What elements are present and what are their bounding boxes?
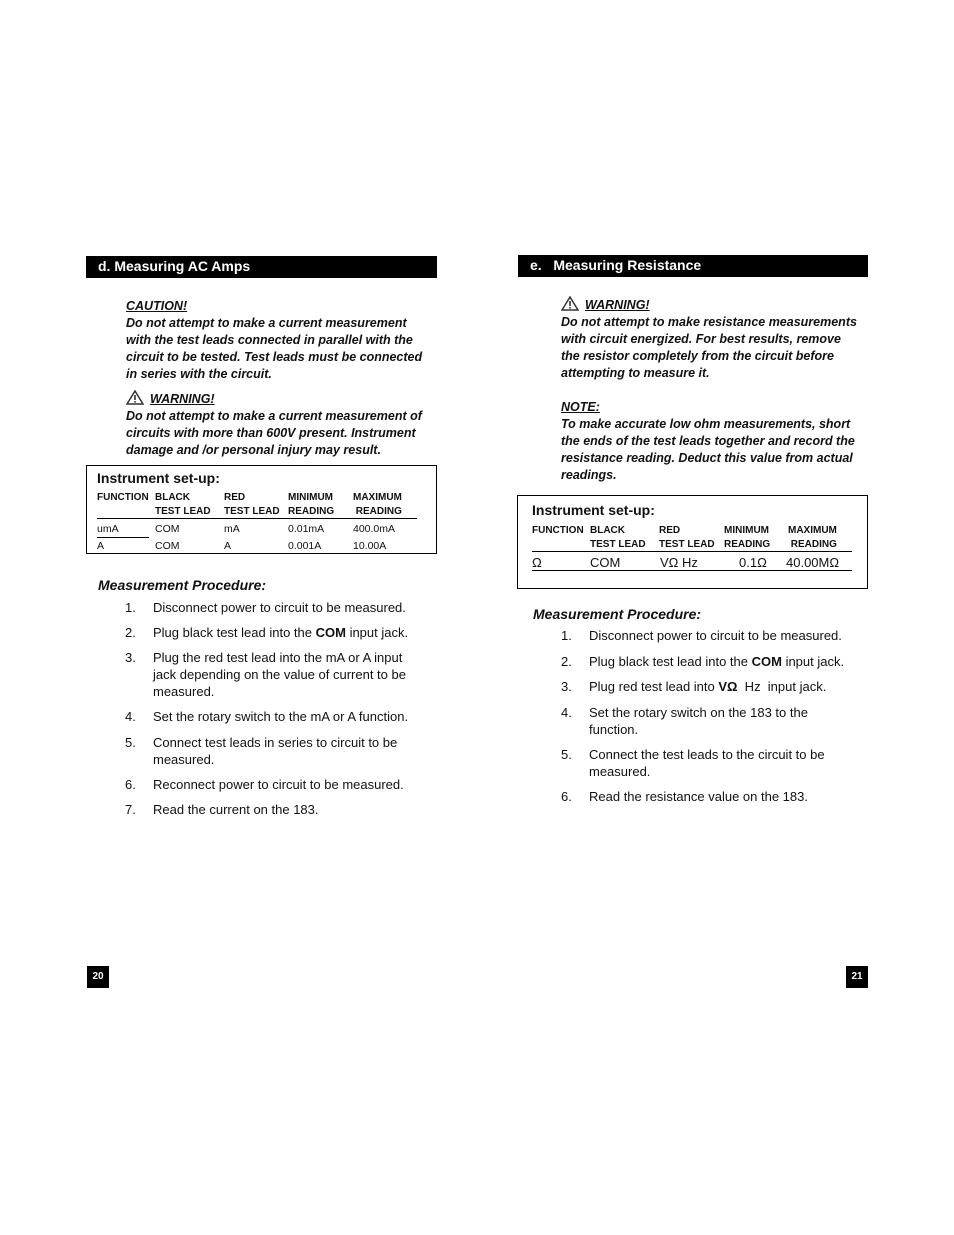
col-header-red: RED TEST LEAD <box>224 492 280 517</box>
warning-line: attempting to measure it. <box>561 366 710 380</box>
col-header-black: BLACK TEST LEAD <box>590 525 646 550</box>
section-title-resistance: e. Measuring Resistance <box>518 255 868 277</box>
cell-red: mA <box>224 523 240 535</box>
procedure-step: 5. Connect test leads in series to circuit to be measured. <box>125 735 398 767</box>
cell-max: 10.00A <box>353 540 387 552</box>
cell-min: 0.001A <box>288 540 322 552</box>
warning-line: Do not attempt to make a current measurement of <box>126 409 422 423</box>
setup-title: Instrument set-up: <box>97 470 220 486</box>
note-label: NOTE: <box>561 400 600 414</box>
caution-line: with the test leads connected in parallel with the <box>126 333 413 347</box>
cell-min: 0.01mA <box>288 523 325 535</box>
cell-black: COM <box>155 540 180 552</box>
col-header-maximum: MAXIMUM READING <box>788 525 837 550</box>
procedure-step: 3. Plug red test lead into VΩ Hz input jack. <box>561 679 827 694</box>
cell-max: 40.00MΩ <box>786 555 840 570</box>
cell-red: A <box>224 540 232 552</box>
section-title-ac-amps: d. Measuring AC Amps <box>86 256 437 278</box>
page-number-right: 21 <box>846 966 868 988</box>
cell-min: 0.1Ω <box>739 555 767 570</box>
col-header-maximum: MAXIMUM READING <box>353 492 402 517</box>
col-header-function: FUNCTION <box>532 525 584 536</box>
instrument-setup-box <box>517 495 868 589</box>
warning-line: damage and /or personal injury may result. <box>126 443 381 457</box>
procedure-step: 7. Read the current on the 183. <box>125 802 319 817</box>
note-line: To make accurate low ohm measurements, short <box>561 417 851 431</box>
procedure-step: 4. Set the rotary switch on the 183 to the function. <box>561 705 808 737</box>
col-header-black: BLACK TEST LEAD <box>155 492 211 517</box>
cell-function: Ω <box>532 555 542 570</box>
procedure-step: 1. Disconnect power to circuit to be measured. <box>125 600 406 615</box>
warning-label: WARNING! <box>585 298 650 312</box>
col-header-minimum: MINIMUM READING <box>724 525 771 550</box>
procedure-title: Measurement Procedure: <box>533 606 702 622</box>
col-header-function: FUNCTION <box>97 492 149 503</box>
cell-black: COM <box>155 523 180 535</box>
procedure-step: 6. Reconnect power to circuit to be measured. <box>125 777 404 792</box>
procedure-step: 1. Disconnect power to circuit to be measured. <box>561 628 842 643</box>
caution-line: in series with the circuit. <box>126 367 272 381</box>
warning-label: WARNING! <box>150 392 215 406</box>
cell-max: 400.0mA <box>353 523 396 535</box>
table-bottom-rule <box>532 570 852 571</box>
caution-block <box>126 298 426 383</box>
cell-black: COM <box>590 555 621 570</box>
procedure-step: 2. Plug black test lead into the COM input jack. <box>125 625 409 640</box>
note-line: the ends of the test leads together and record the <box>561 434 855 448</box>
page-number-left: 20 <box>87 966 109 988</box>
warning-icon <box>126 390 144 405</box>
row-divider <box>97 537 149 538</box>
cell-function: umA <box>97 523 119 535</box>
warning-block <box>561 296 861 382</box>
procedure-title: Measurement Procedure: <box>98 577 267 593</box>
caution-line: Do not attempt to make a current measurement <box>126 316 407 330</box>
procedure-step: 5. Connect the test leads to the circuit to be measured. <box>561 747 825 779</box>
caution-line: circuit to be tested. Test leads must be connected <box>126 350 423 364</box>
cell-function: A <box>97 540 105 552</box>
instrument-setup-box <box>86 465 437 554</box>
warning-block <box>126 390 436 459</box>
setup-title: Instrument set-up: <box>532 502 655 518</box>
procedure-step: 2. Plug black test lead into the COM input jack. <box>561 654 845 669</box>
warning-line: Do not attempt to make resistance measurements <box>561 315 857 329</box>
warning-icon <box>561 296 579 311</box>
note-block <box>561 399 861 484</box>
table-divider <box>532 551 852 552</box>
procedure-step: 4. Set the rotary switch to the mA or A function. <box>125 709 409 724</box>
caution-label: CAUTION! <box>126 299 188 313</box>
warning-line: the resistor completely from the circuit before <box>561 349 834 363</box>
cell-red: VΩ Hz <box>660 555 698 570</box>
procedure-step: 3. Plug the red test lead into the mA or A input jack depending on the value of current to be measured. <box>125 650 406 699</box>
note-line: resistance reading. Deduct this value from actual <box>561 451 853 465</box>
procedure-step: 6. Read the resistance value on the 183. <box>561 789 808 804</box>
col-header-minimum: MINIMUM READING <box>288 492 335 517</box>
warning-line: circuits with more than 600V present. Instrument <box>126 426 416 440</box>
col-header-red: RED TEST LEAD <box>659 525 715 550</box>
warning-line: with circuit energized. For best results, remove <box>561 332 841 346</box>
table-divider <box>97 518 417 519</box>
note-line: readings. <box>561 468 617 482</box>
